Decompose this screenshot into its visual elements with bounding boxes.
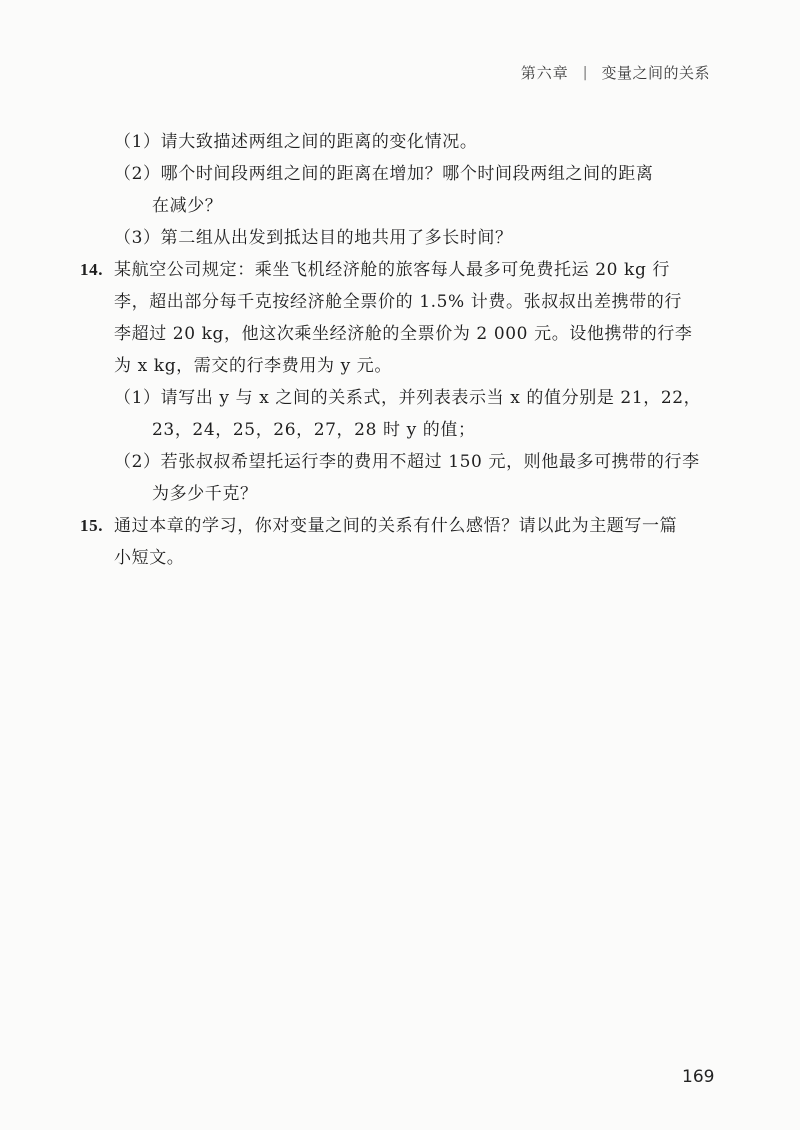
- q14-part-1-cont: 23，24，25，26，27，28 时 y 的值；: [152, 420, 476, 440]
- q13-part-2-cont: 在减少？: [152, 196, 223, 216]
- section-title: 变量之间的关系: [601, 64, 710, 82]
- q15-line-2: 小短文。: [114, 548, 185, 568]
- q14-part-2: （2）若张叔叔希望托运行李的费用不超过 150 元，则他最多可携带的行李: [114, 452, 700, 472]
- header-separator: |: [582, 64, 588, 81]
- q14-part-2-cont: 为多少千克？: [152, 484, 258, 504]
- q14-line-3: 李超过 20 kg，他这次乘坐经济舱的全票价为 2 000 元。设他携带的行李: [114, 324, 693, 344]
- running-header: [521, 62, 710, 83]
- q14-part-1: （1）请写出 y 与 x 之间的关系式，并列表表示当 x 的值分别是 21，22，: [114, 388, 702, 408]
- q15-line-1: 15. 通过本章的学习，你对变量之间的关系有什么感悟？请以此为主题写一篇: [80, 510, 720, 542]
- q14-line-1: 14. 某航空公司规定：乘坐飞机经济舱的旅客每人最多可免费托运 20 kg 行: [80, 254, 720, 286]
- q14-number: 14.: [80, 260, 104, 279]
- page-number: 169: [682, 1067, 715, 1087]
- exercise-content: [80, 126, 720, 574]
- q14-line-2: 李，超出部分每千克按经济舱全票价的 1.5% 计费。张叔叔出差携带的行: [114, 292, 682, 312]
- q15-number: 15.: [80, 516, 104, 535]
- q13-part-2: （2）哪个时间段两组之间的距离在增加？哪个时间段两组之间的距离: [114, 164, 654, 184]
- q13-part-3: （3）第二组从出发到抵达目的地共用了多长时间？: [114, 228, 513, 248]
- q13-part-1: （1）请大致描述两组之间的距离的变化情况。: [114, 132, 478, 152]
- chapter-label: 第六章: [520, 64, 569, 82]
- q14-line-4: 为 x kg，需交的行李费用为 y 元。: [114, 356, 392, 376]
